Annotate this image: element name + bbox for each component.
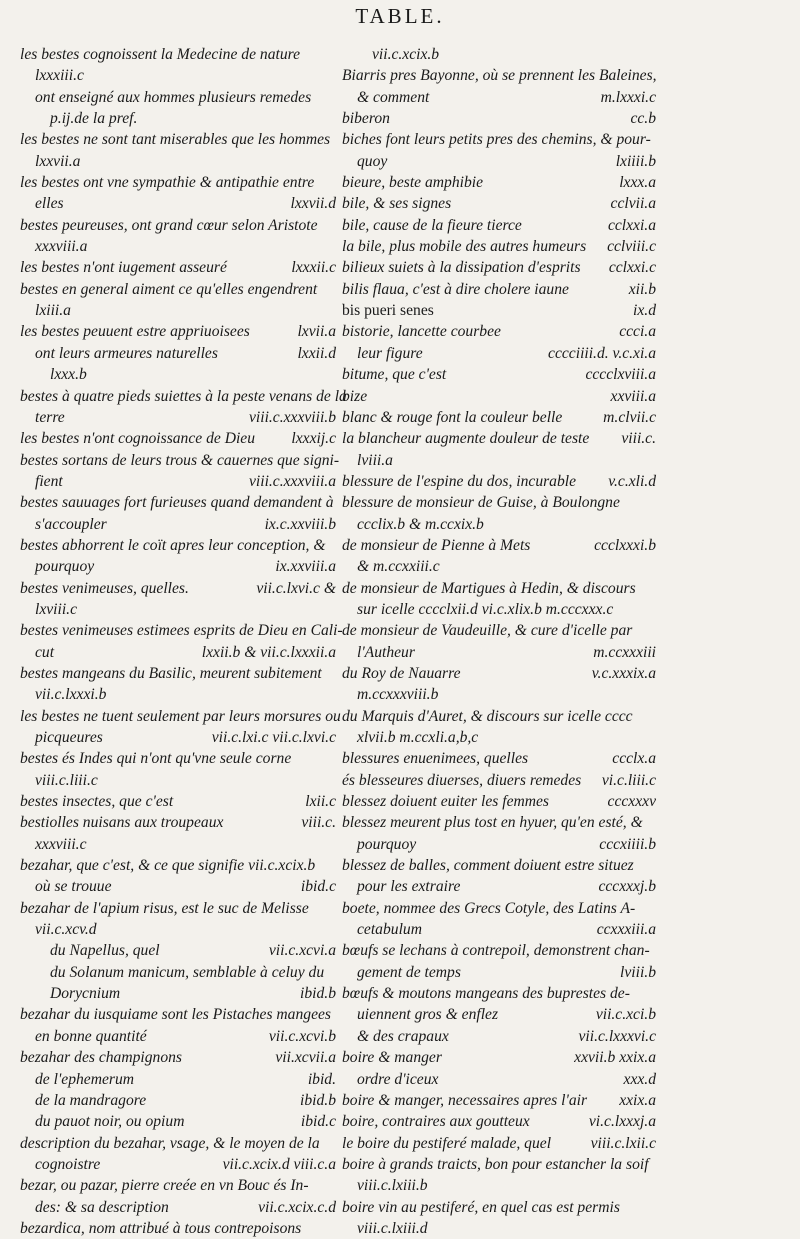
entry-reference: cclvii.a	[610, 195, 656, 213]
entry-reference: ibid.b	[300, 985, 336, 1003]
index-entry	[342, 770, 656, 791]
entry-reference: lxiiii.b	[615, 152, 656, 170]
entry-text: bilieux suiets à la dissipation d'esprits	[342, 259, 581, 277]
index-entry	[20, 471, 336, 492]
index-entry	[20, 300, 336, 321]
entry-text: gement de temps	[357, 963, 461, 981]
entry-text: bile, cause de la fieure tierce	[342, 216, 522, 234]
index-entry	[342, 44, 656, 65]
entry-reference: vii.c.lxi.c vii.c.lxvi.c	[211, 729, 336, 746]
index-entry	[20, 364, 336, 385]
entry-reference: lxxxij.c	[291, 430, 336, 448]
entry-text: viii.c.liii.c	[35, 771, 98, 789]
entry-reference: viii.c.xxxviii.b	[248, 408, 336, 426]
entry-reference: xxvii.b xxix.a	[574, 1049, 656, 1067]
entry-reference: vii.c.lxxxvi.c	[578, 1027, 656, 1045]
entry-reference: lxii.c	[305, 793, 336, 811]
index-entry	[20, 343, 336, 364]
entry-reference: xxx.d	[623, 1070, 656, 1088]
index-entry	[342, 706, 656, 727]
entry-text: p.ij.de la pref.	[50, 110, 138, 128]
entry-text: vii.c.lxxxi.b	[35, 686, 107, 704]
entry-text: pour les extraire	[357, 878, 461, 896]
entry-text: de monsieur de Martigues à Hedin, & discours	[342, 579, 636, 597]
entry-reference: ibid.c	[300, 878, 336, 896]
index-entry	[20, 556, 336, 577]
entry-text: blessez de balles, comment doiuent estre situez	[342, 857, 634, 875]
entry-text: blessez meurent plus tost en hyuer, qu'en esté, &	[342, 814, 643, 832]
entry-text: leur figure	[357, 344, 423, 362]
index-entry	[20, 1133, 336, 1154]
entry-text: bezahar du iusquiame sont les Pistaches mangees	[20, 1006, 331, 1024]
entry-reference: ibid.b	[300, 1091, 336, 1109]
entry-reference: vii.c.lxvi.c &	[256, 579, 336, 597]
entry-text: bestes abhorrent le coït apres leur conception, &	[20, 536, 326, 554]
entry-text: du Napellus, quel	[50, 942, 160, 960]
index-entry	[20, 663, 336, 684]
index-entry	[342, 940, 656, 961]
index-entry	[20, 876, 336, 897]
entry-text: viii.c.lxiii.b	[357, 1177, 428, 1195]
index-entry	[342, 1154, 656, 1175]
entry-reference: vii.c.xcix.d viii.c.a	[222, 1155, 336, 1173]
index-entry	[20, 215, 336, 236]
entry-text: bestes sauuages fort furieuses quand demandent à	[20, 494, 334, 512]
index-entry	[20, 492, 336, 513]
entry-text: m.ccxxxviii.b	[357, 686, 439, 704]
index-entry	[20, 535, 336, 556]
index-entry	[342, 535, 656, 556]
entry-text: bilis flaua, c'est à dire cholere iaune	[342, 280, 569, 298]
entry-reference: xxix.a	[619, 1091, 656, 1109]
index-entry	[20, 87, 336, 108]
index-entry	[342, 343, 656, 364]
entry-text: xlvii.b m.ccxli.a,b,c	[357, 729, 479, 746]
index-entry	[20, 44, 336, 65]
index-entry	[342, 1218, 656, 1239]
entry-text: boire & manger	[342, 1049, 442, 1067]
index-entry	[342, 300, 656, 321]
index-entry	[20, 450, 340, 471]
entry-text: bestes sortans de leurs trous & cauernes que signi-	[20, 451, 340, 469]
entry-text: lxiii.a	[35, 302, 71, 320]
index-entry	[20, 279, 336, 300]
entry-reference: vii.c.xcvi.a	[268, 942, 336, 960]
index-entry	[20, 706, 341, 727]
entry-text: ordre d'iceux	[357, 1070, 439, 1088]
index-entry	[20, 1090, 336, 1111]
entry-reference: cccciiii.d. v.c.xi.a	[548, 344, 656, 362]
index-entry	[342, 65, 656, 86]
entry-reference: cccxxxj.b	[598, 878, 656, 896]
index-entry	[342, 129, 656, 150]
index-entry	[20, 193, 336, 214]
index-entry	[342, 364, 656, 385]
entry-text: & comment	[357, 88, 430, 106]
entry-text: les bestes n'ont cognoissance de Dieu	[20, 430, 256, 448]
entry-text: en bonne quantité	[35, 1027, 147, 1045]
index-entry	[20, 514, 336, 535]
entry-text: lxxvii.a	[35, 152, 81, 170]
index-entry	[20, 642, 336, 663]
entry-reference: ibid.	[307, 1070, 336, 1088]
index-entry	[20, 129, 336, 150]
entry-reference: v.c.xxxix.a	[591, 664, 656, 682]
entry-reference: vii.c.xcvi.b	[268, 1027, 336, 1045]
index-entry	[20, 1154, 336, 1175]
entry-text: blessez doiuent euiter les femmes	[342, 793, 550, 811]
index-entry	[20, 812, 336, 833]
entry-text: bezar, ou pazar, pierre creée en vn Bouc és In-	[20, 1177, 309, 1195]
entry-text: blanc & rouge font la couleur belle	[342, 408, 563, 426]
index-entry	[20, 898, 336, 919]
entry-text: de monsieur de Vaudeuille, & cure d'icelle par	[342, 622, 633, 640]
entry-text: elles	[35, 195, 64, 213]
entry-text: bestes peureuses, ont grand cœur selon Aristote	[20, 216, 318, 234]
index-entry	[342, 236, 656, 257]
index-entry	[20, 172, 336, 193]
entry-reference: lxxii.d	[297, 344, 336, 362]
entry-text: cetabulum	[357, 921, 422, 939]
entry-text: le boire du pestiferé malade, quel	[342, 1134, 552, 1152]
entry-text: biches font leurs petits pres des chemins, & pour-	[342, 131, 651, 149]
entry-text: bœufs & moutons mangeans des buprestes de-	[342, 985, 630, 1003]
index-entry	[342, 1133, 656, 1154]
index-entry	[342, 172, 656, 193]
index-entry	[20, 386, 347, 407]
entry-reference: xxviii.a	[610, 387, 656, 405]
entry-reference: lxxii.b & vii.c.lxxxii.a	[201, 643, 336, 661]
entry-text: és blesseures diuerses, diuers remedes	[342, 771, 582, 789]
entry-text: bile, & ses signes	[342, 195, 452, 213]
index-entry	[342, 428, 656, 449]
index-column-right	[342, 44, 656, 1239]
index-entry	[20, 65, 336, 86]
entry-text: bestes venimeuses, quelles.	[20, 579, 189, 597]
index-entry	[20, 940, 336, 961]
entry-text: Dorycnium	[50, 985, 121, 1003]
entry-text: bestes en general aiment ce qu'elles engendrent	[20, 280, 318, 298]
entry-text: bitume, que c'est	[342, 366, 447, 384]
index-entry	[20, 1218, 336, 1239]
index-entry	[342, 492, 656, 513]
entry-text: des: & sa description	[35, 1198, 169, 1216]
index-entry	[342, 450, 656, 471]
entry-reference: ccclxxxi.b	[594, 536, 656, 554]
index-entry	[20, 1111, 336, 1132]
entry-text: les bestes ne tuent seulement par leurs morsures ou	[20, 707, 341, 725]
entry-text: boire vin au pestiferé, en quel cas est permis	[342, 1198, 620, 1216]
entry-text: cut	[35, 643, 55, 661]
entry-text: Biarris pres Bayonne, où se prennent les Baleines,	[342, 67, 657, 85]
entry-text: lxxx.b	[50, 366, 87, 384]
entry-text: bezahar de l'apium risus, est le suc de Melisse	[20, 899, 309, 917]
entry-text: bize	[342, 387, 368, 405]
entry-text: bis pueri senes	[342, 302, 434, 320]
entry-text: bistorie, lancette courbee	[342, 323, 501, 341]
entry-text: la bile, plus mobile des autres humeurs	[342, 238, 587, 256]
index-entry	[342, 599, 656, 620]
index-entry	[20, 236, 336, 257]
entry-text: pourquoy	[35, 558, 95, 576]
index-entry	[20, 620, 343, 641]
index-entry	[342, 898, 656, 919]
entry-reference: vii.xcvii.a	[275, 1049, 336, 1067]
entry-reference: ccci.a	[619, 323, 656, 341]
index-entry	[20, 791, 336, 812]
entry-text: quoy	[357, 152, 388, 170]
index-entry	[342, 1111, 656, 1132]
entry-text: ont enseigné aux hommes plusieurs remedes	[35, 88, 312, 106]
entry-reference: viii.c.lxii.c	[590, 1134, 656, 1152]
entry-text: les bestes peuuent estre appriuoisees	[20, 323, 250, 341]
entry-text: fient	[35, 472, 63, 490]
entry-reference: vi.c.lxxxj.a	[588, 1113, 656, 1131]
index-entry	[342, 407, 656, 428]
entry-text: terre	[35, 408, 65, 426]
entry-text: boire à grands traicts, bon pour estancher la soif	[342, 1155, 649, 1173]
entry-text: bestes à quatre pieds suiettes à la peste venans de la	[20, 387, 347, 405]
entry-text: xxxviii.a	[35, 238, 88, 256]
index-entry	[342, 855, 656, 876]
entry-reference: lxxx.a	[619, 174, 656, 192]
index-entry	[20, 770, 336, 791]
entry-reference: viii.c.xxxviii.a	[248, 472, 336, 490]
entry-reference: cclxxi.a	[607, 216, 656, 234]
entry-text: lxviii.c	[35, 600, 77, 618]
index-entry	[342, 193, 656, 214]
entry-text: xxxviii.c	[35, 835, 87, 853]
entry-text: bestes insectes, que c'est	[20, 793, 174, 811]
index-entry	[342, 514, 656, 535]
page-title: TABLE.	[355, 4, 445, 28]
index-entry	[342, 1026, 656, 1047]
entry-reference: cccxiiii.b	[599, 835, 656, 853]
index-entry	[20, 108, 336, 129]
entry-reference: ix.d	[633, 302, 656, 320]
index-entry	[20, 1026, 336, 1047]
entry-text: cognoistre	[35, 1155, 101, 1173]
entry-text: picqueures	[35, 729, 103, 746]
index-entry	[342, 663, 656, 684]
entry-text: & m.ccxxiii.c	[357, 558, 440, 576]
entry-text: où se trouue	[35, 878, 112, 896]
index-entry	[20, 407, 336, 428]
index-entry	[20, 257, 336, 278]
index-entry	[342, 1175, 656, 1196]
index-entry	[342, 791, 656, 812]
index-entry	[20, 855, 336, 876]
entry-reference: xii.b	[628, 280, 656, 298]
index-entry	[342, 748, 656, 769]
entry-text: les bestes ne sont tant miserables que les hommes	[20, 131, 331, 149]
entry-text: blessure de monsieur de Guise, à Boulongne	[342, 494, 620, 512]
index-entry	[342, 257, 656, 278]
index-entry	[342, 279, 656, 300]
entry-reference: lxxvii.d	[290, 195, 336, 213]
entry-text: & des crapaux	[357, 1027, 449, 1045]
index-entry	[20, 983, 336, 1004]
index-entry	[20, 599, 336, 620]
entry-text: pourquoy	[357, 835, 417, 853]
entry-reference: lviii.b	[620, 963, 656, 981]
index-entry	[342, 87, 656, 108]
index-entry	[20, 1175, 336, 1196]
index-entry	[342, 642, 656, 663]
entry-text: du pauot noir, ou opium	[35, 1113, 185, 1131]
index-entry	[20, 1069, 336, 1090]
entry-reference: ix.xxviii.a	[275, 558, 336, 576]
index-entry	[20, 727, 336, 748]
entry-text: bestiolles nuisans aux troupeaux	[20, 814, 224, 832]
entry-reference: vii.c.xci.b	[595, 1006, 656, 1024]
index-entry	[20, 1004, 336, 1025]
index-entry	[342, 108, 656, 129]
index-entry	[20, 748, 336, 769]
entry-text: lviii.a	[357, 451, 393, 469]
entry-text: bezahar, que c'est, & ce que signifie vii.c.xcix.b	[20, 857, 316, 875]
entry-reference: ccxxxiii.a	[596, 921, 656, 939]
entry-reference: v.c.xli.d	[608, 472, 656, 490]
index-entry	[20, 428, 336, 449]
entry-text: l'Autheur	[357, 643, 415, 661]
index-entry	[342, 812, 656, 833]
entry-text: bestes venimeuses estimees esprits de Dieu en Cali-	[20, 622, 343, 640]
entry-reference: ccclx.a	[612, 750, 656, 768]
index-entry	[342, 620, 656, 641]
entry-reference: cclviii.c	[607, 238, 656, 256]
entry-text: vii.c.xcv.d	[35, 921, 97, 939]
entry-text: ccclix.b & m.ccxix.b	[357, 515, 484, 533]
index-entry	[342, 834, 656, 855]
entry-reference: vi.c.liii.c	[601, 771, 656, 789]
index-entry	[342, 983, 656, 1004]
entry-text: de monsieur de Pienne à Mets	[342, 536, 531, 554]
entry-text: blessures enuenimees, quelles	[342, 750, 529, 768]
index-entry	[342, 215, 656, 236]
entry-text: du Solanum manicum, semblable à celuy du	[50, 963, 325, 981]
index-entry	[342, 1047, 656, 1068]
entry-text: boire & manger, necessaires apres l'air	[342, 1091, 588, 1109]
entry-text: les bestes n'ont iugement asseuré	[20, 259, 227, 277]
entry-text: de la mandragore	[35, 1091, 147, 1109]
index-entry	[342, 556, 656, 577]
entry-text: lxxxiii.c	[35, 67, 84, 85]
entry-reference: viii.c.	[621, 430, 656, 448]
index-entry	[342, 1090, 656, 1111]
entry-text: bezardica, nom attribué à tous contrepoisons	[20, 1219, 302, 1237]
entry-text: bœufs se lechans à contrepoil, demonstrent chan-	[342, 942, 650, 960]
entry-reference: lxvii.a	[297, 323, 336, 341]
index-entry	[342, 578, 656, 599]
entry-text: boete, nommee des Grecs Cotyle, des Latins A-	[342, 899, 636, 917]
entry-text: vii.c.xcix.b	[372, 46, 440, 63]
index-entry	[20, 834, 336, 855]
index-entry	[342, 727, 656, 748]
entry-reference: m.lxxxi.c	[600, 88, 656, 106]
index-entry	[20, 919, 336, 940]
index-entry	[342, 962, 656, 983]
entry-reference: viii.c.	[301, 814, 336, 832]
entry-reference: cccxxxv	[607, 793, 656, 811]
entry-reference: m.ccxxxiii	[593, 643, 656, 661]
entry-text: du Roy de Nauarre	[342, 664, 461, 682]
index-entry	[342, 151, 656, 172]
entry-text: viii.c.lxiii.d	[357, 1219, 428, 1237]
entry-reference: vii.c.xcix.c.d	[258, 1198, 336, 1216]
entry-reference: ibid.c	[300, 1113, 336, 1131]
entry-text: description du bezahar, vsage, & le moyen de la	[20, 1134, 320, 1152]
index-entry	[342, 684, 656, 705]
index-entry	[342, 1004, 656, 1025]
index-entry	[342, 919, 656, 940]
index-entry	[342, 321, 656, 342]
index-entry	[20, 321, 336, 342]
index-entry	[342, 386, 656, 407]
entry-text: du Marquis d'Auret, & discours sur icelle cccc	[342, 707, 633, 725]
entry-reference: m.clvii.c	[603, 408, 656, 426]
index-entry	[342, 876, 656, 897]
index-entry	[20, 962, 336, 983]
index-entry	[20, 578, 336, 599]
entry-reference: cc.b	[630, 110, 656, 128]
entry-text: bestes és Indes qui n'ont qu'vne seule corne	[20, 750, 292, 768]
entry-text: bestes mangeans du Basilic, meurent subitement	[20, 664, 322, 682]
entry-text: boire, contraires aux goutteux	[342, 1113, 530, 1131]
entry-text: biberon	[342, 110, 390, 128]
index-entry	[20, 1047, 336, 1068]
entry-reference: ix.c.xxviii.b	[264, 515, 336, 533]
index-entry	[342, 1069, 656, 1090]
entry-text: bieure, beste amphibie	[342, 174, 484, 192]
index-entry	[20, 684, 336, 705]
entry-reference: cclxxi.c	[608, 259, 656, 277]
index-column-left	[20, 44, 347, 1239]
entry-text: blessure de l'espine du dos, incurable	[342, 472, 577, 490]
entry-text: uiennent gros & enflez	[357, 1006, 499, 1024]
entry-text: la blancheur augmente douleur de teste	[342, 430, 590, 448]
entry-text: bezahar des champignons	[20, 1049, 182, 1067]
entry-text: de l'ephemerum	[35, 1070, 135, 1088]
entry-text: les bestes cognoissent la Medecine de nature	[20, 46, 301, 63]
entry-text: les bestes ont vne sympathie & antipathie entre	[20, 174, 315, 192]
entry-text: s'accoupler	[35, 515, 107, 533]
index-entry	[342, 471, 656, 492]
index-entry	[20, 151, 336, 172]
entry-text: ont leurs armeures naturelles	[35, 344, 218, 362]
entry-text: sur icelle cccclxii.d vi.c.xlix.b m.cccxxx.c	[357, 600, 614, 618]
entry-reference: lxxxii.c	[291, 259, 336, 277]
entry-reference: cccclxviii.a	[585, 366, 656, 384]
